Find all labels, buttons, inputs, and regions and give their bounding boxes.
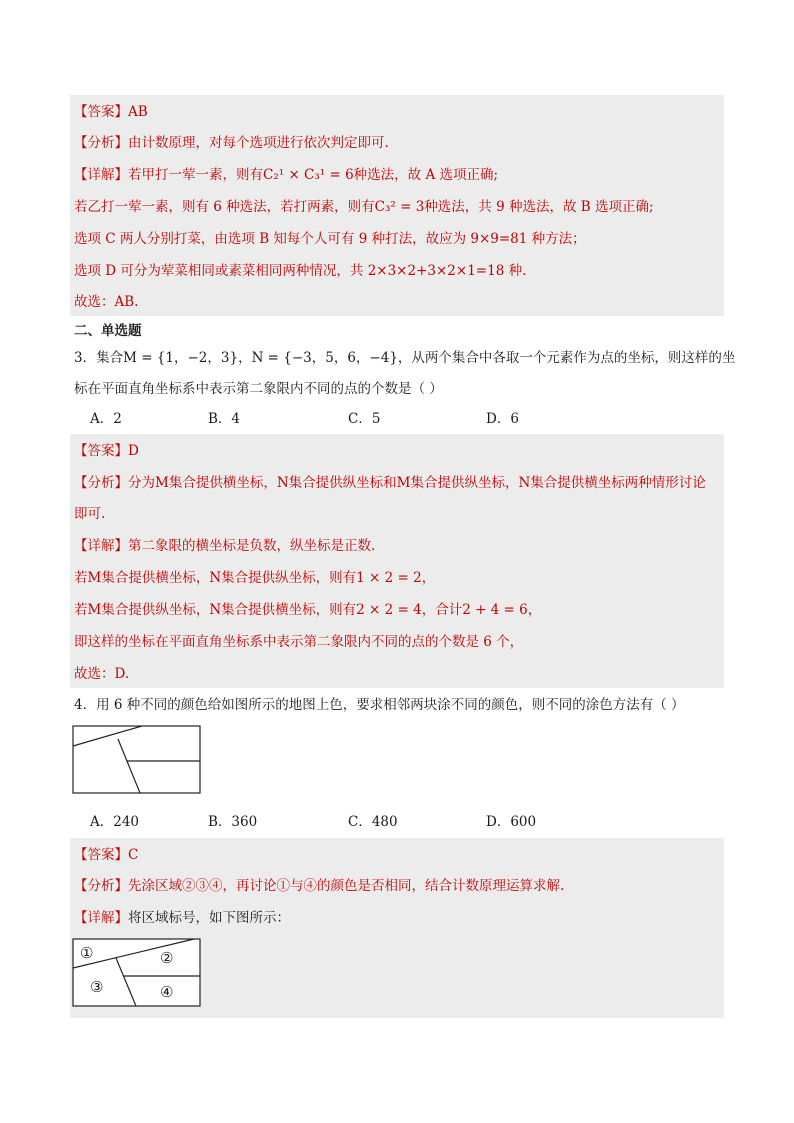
- q2-choose-line: 故选：AB.: [74, 294, 139, 310]
- detail-tag: 【详解】: [74, 538, 128, 554]
- analysis-tag: 【分析】: [74, 475, 128, 491]
- q3-answer-line: [74, 441, 139, 461]
- q3-detail-line-3: 若M集合提供纵坐标，N集合提供横坐标，则有2 × 2 = 4，合计2 + 4 = 6，: [74, 602, 542, 618]
- q2-detail-line-2: 若乙打一荤一素，则有 6 种选法，若打两素，则有C₃² = 3种选法，共 9 种选法，故 B 选项正确;: [74, 199, 654, 215]
- analysis-text: 由计数原理，对每个选项进行依次判定即可.: [128, 135, 389, 151]
- q3-analysis-line-2: 即可.: [74, 506, 106, 522]
- detail-tag: 【详解】: [74, 910, 128, 926]
- answer-value: AB: [128, 104, 148, 120]
- q3-detail-line-2: 若M集合提供横坐标，N集合提供纵坐标，则有1 × 2 = 2，: [74, 570, 436, 586]
- detail-tag: 【详解】: [74, 167, 128, 183]
- detail-text: 若甲打一荤一素，则有C₂¹ × C₃¹ = 6种选法，故 A 选项正确;: [128, 167, 499, 183]
- q4-map-figure: [72, 725, 202, 795]
- q3-option-d: D．6: [486, 411, 519, 427]
- region-label-3: ③: [90, 978, 104, 996]
- answer-value: D: [128, 443, 139, 459]
- q4-option-a: A．240: [90, 814, 140, 830]
- region-label-4: ④: [160, 983, 174, 1001]
- q3-detail-line-1: [74, 536, 375, 556]
- q4-answer-line: [74, 845, 138, 865]
- map-divider-1: [73, 726, 142, 746]
- q2-detail-line-1: [74, 165, 498, 185]
- q2-detail-line-3: 选项 C 两人分别打菜，由选项 B 知每个人可有 9 种打法，故应为 9×9=81 种方法；: [74, 231, 586, 247]
- q4-option-d: D．600: [486, 814, 537, 830]
- answer-tag: 【答案】: [74, 104, 128, 120]
- q3-option-a: A．2: [90, 411, 122, 427]
- q2-detail-line-4: 选项 D 可分为荤菜相同或素菜相同两种情况，共 2×3×2+3×2×1=18 种.: [74, 263, 527, 279]
- q4-option-c: C．480: [348, 814, 398, 830]
- q3-detail-line-4: 即这样的坐标在平面直角坐标系中表示第二象限内不同的点的个数是 6 个，: [74, 634, 524, 650]
- analysis-text: 先涂区域②③④，再讨论①与④的颜色是否相同，结合计数原理运算求解.: [128, 878, 565, 894]
- q3-stem-line-1: 3．集合M = {1，−2，3}，N = {−3，5，6，−4}，从两个集合中各取一个元素作为点的坐标，则这样的坐: [74, 350, 736, 366]
- q3-option-b: B．4: [208, 411, 241, 427]
- q2-answer-line: [74, 102, 148, 122]
- answer-tag: 【答案】: [74, 847, 128, 863]
- answer-tag: 【答案】: [74, 443, 128, 459]
- q4-option-b: B．360: [208, 814, 258, 830]
- q3-stem-line-2: 标在平面直角坐标系中表示第二象限内不同的点的个数是（ ）: [74, 381, 443, 397]
- analysis-text: 分为M集合提供横坐标，N集合提供纵坐标和M集合提供纵坐标，N集合提供横坐标两种情形讨论: [128, 475, 706, 491]
- q4-stem: 4．用 6 种不同的颜色给如图所示的地图上色，要求相邻两块涂不同的颜色，则不同的涂色方法有（ ）: [74, 697, 685, 713]
- analysis-tag: 【分析】: [74, 878, 128, 894]
- region-label-2: ②: [160, 949, 174, 967]
- section-title: 二、单选题: [74, 323, 142, 339]
- map-divider-2: [118, 739, 140, 793]
- q3-analysis-line-1: [74, 473, 706, 493]
- q2-analysis-line: [74, 133, 389, 153]
- q4-detail-line: [74, 908, 290, 928]
- q3-option-c: C．5: [348, 411, 381, 427]
- q4-labeled-map-figure: [72, 938, 202, 1008]
- answer-value: C: [128, 847, 139, 863]
- detail-text: 将区域标号，如下图所示：: [128, 910, 290, 926]
- analysis-tag: 【分析】: [74, 135, 128, 151]
- q3-choose-line: 故选：D.: [74, 666, 130, 682]
- q4-analysis-line: [74, 876, 564, 896]
- detail-text: 第二象限的横坐标是负数，纵坐标是正数.: [128, 538, 376, 554]
- region-label-1: ①: [80, 944, 94, 962]
